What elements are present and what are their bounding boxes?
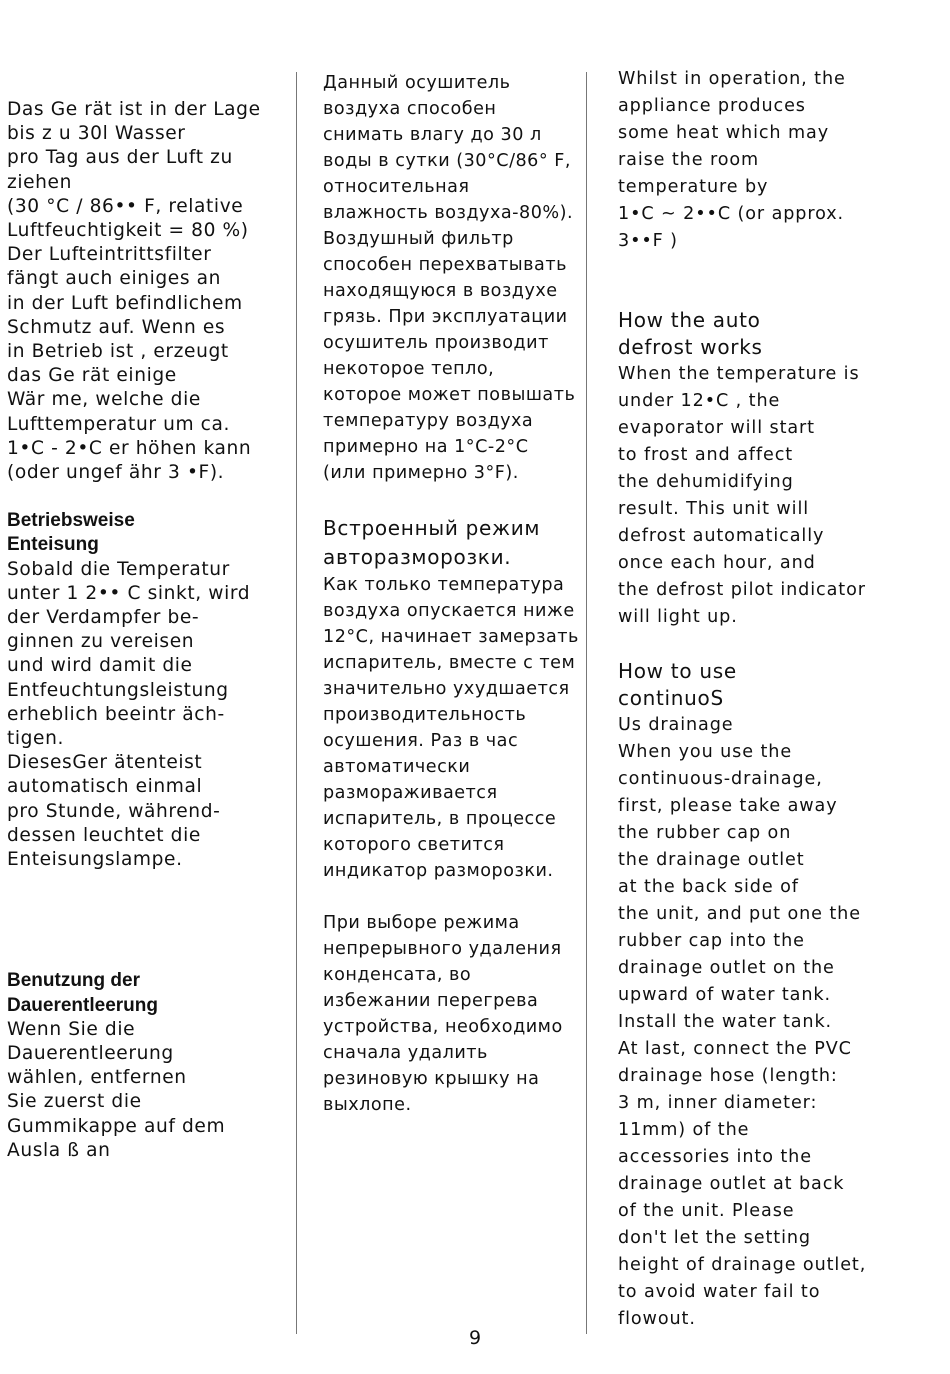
german-drain-text: Wenn Sie die Dauerentleerung wählen, entfernen Sie zuerst die Gummikappe auf dem Ausla ß an bbox=[7, 1018, 226, 1161]
russian-defrost-heading: Встроенный режим авторазморозки. bbox=[323, 516, 541, 569]
english-drain-text: When you use the continuous-drainage, first, please take away the rubber cap on the drainage outlet at the back side of the unit, and put one the rubber cap into the drainage outlet on the upward of water tank. Install the water tank. At last, connect the PVC drainage hose (length: 3 m, inner diameter: 11mm) of the accessories into the drainage outlet at back of the unit. Please don't let the setting height of drainage outlet, to avoid water fail to flowout. bbox=[618, 742, 867, 1329]
page-number: 9 bbox=[468, 1327, 482, 1349]
german-intro: Das Ge rät ist in der Lage bis z u 30l Wasser pro Tag aus der Luft zu ziehen (30 °C / 86•• F, relative Luftfeuchtigkeit = 80 %) Der Lufteintrittsfilter fängt auch einiges an in der Luft befindlichem Schmutz auf. Wenn es in Betrieb ist , erzeugt das Ge rät einige Wär me, welche die Lufttemperatur um ca. 1•C - 2•C er höhen kann (oder ungef ähr 3 •F). bbox=[7, 99, 261, 484]
english-defrost-text: When the temperature is under 12•C , the evaporator will start to frost and affect the dehumidifying result. This unit will defrost automatically once each hour, and the defrost pilot indicator will light up. bbox=[618, 364, 866, 627]
russian-intro: Данный осушитель воздуха способен снимать влагу до 30 л воды в сутки (30°C/86° F, относительная влажность воздуха-80%). Воздушный фильтр способен перехватывать находящуюся в воздухе грязь. При эксплуатации осушитель производит некоторое тепло, которое может повышать температуру воздуха примерно на 1°C-2°C (или примерно 3°F). bbox=[323, 73, 576, 483]
column-divider-left bbox=[296, 72, 297, 1334]
german-drain-heading: Benutzung der Dauerentleerung bbox=[7, 970, 158, 1016]
english-drain-heading: How to use continuoS bbox=[618, 659, 737, 710]
english-column bbox=[618, 66, 918, 1333]
russian-column bbox=[323, 70, 591, 1118]
russian-defrost-text: Как только температура воздуха опускается ниже 12°C, начинает замерзать испаритель, вместе с тем значительно ухудшается производительность осушения. Раз в час автоматически размораживается испаритель, в процессе которого светится индикатор разморозки. bbox=[323, 575, 579, 881]
english-drain-subheading: Us drainage bbox=[618, 715, 734, 735]
german-column bbox=[7, 98, 279, 1163]
german-defrost-text: Sobald die Temperatur unter 1 2•• C sinkt, wird der Verdampfer be- ginnen zu vereisen und wird damit die Entfeuchtungsleistung erheblich beeintr äch- tigen. DiesesGer ätenteist automatisch einmal pro Stunde, während- dessen leuchtet die Enteisungslampe. bbox=[7, 558, 251, 871]
english-defrost-heading: How the auto defrost works bbox=[618, 308, 763, 359]
german-defrost-heading: Betriebsweise Enteisung bbox=[7, 510, 135, 556]
russian-drain-text: При выборе режима непрерывного удаления конденсата, во избежании перегрева устройства, необходимо сначала удалить резиновую крышку на выхлопе. bbox=[323, 913, 563, 1115]
english-intro: Whilst in operation, the appliance produces some heat which may raise the room temperature by 1•C ~ 2••C (or approx. 3••F ) bbox=[618, 69, 846, 251]
